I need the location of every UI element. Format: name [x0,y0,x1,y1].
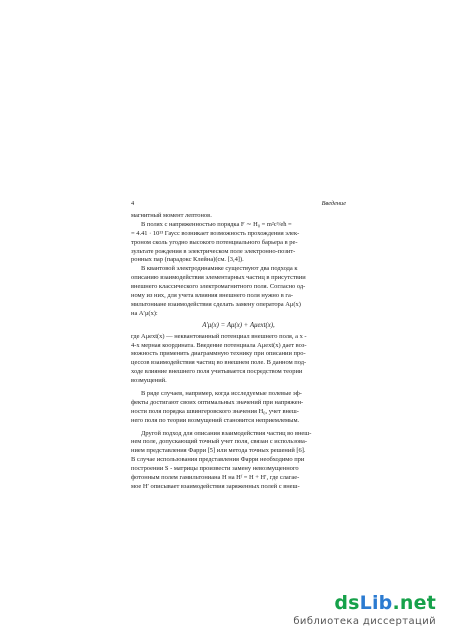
text-line: Другой подход для описания взаимодействия частиц во внеш- [141,429,312,437]
paragraph-group-4 [131,430,346,492]
text-line: В случае использования представления Фарри необходимо при [131,456,305,464]
text-line: В ряде случаев, например, когда исследуемые полевые эф- [141,390,302,398]
logo-part-ds: ds [334,592,360,614]
text-line: фекты достигают своих оптимальных значений при напряжен- [131,398,304,406]
dslib-logo[interactable] [334,592,436,614]
text-line: 4-х мерная координата. Введение потенциала Aμext(x) дает воз- [131,341,307,349]
paragraph-group-1 [131,212,346,319]
text-line: описанию взаимодействия элементарных частиц в присутствии [131,274,306,282]
logo-part-lib: Lib [359,592,393,614]
text-line: В полях с напряженностью порядка F ∼ H₀ = m²c³/eħ = [141,220,292,228]
text-line: ному из них, для учета влияния внешнего поля нужно в га- [131,292,293,300]
text-line: нием представления Фарри [5] или метода точных решений [6]. [131,447,306,455]
text-line: цессов взаимодействия частиц во внешнем поле. В данном под- [131,359,307,367]
text-line: зультате рождения в электрическом поле электронно-позит- [131,247,296,255]
paragraph-group-2 [131,333,346,386]
text-line: где Aμext(x) — неквантованный потенциал внешнего поля, a x - [131,332,307,340]
text-line: фотонным полем гамильтониана H на Hᶠ = H + H′, где слагае- [131,474,300,482]
logo-tagline: библиотека диссертаций [293,616,436,627]
text-line: на A′μ(x): [131,309,158,317]
page-header [131,200,346,210]
text-line: нем поле, допускающий точный учет поля, связан с использова- [131,438,307,446]
text-line: мильтониане взаимодействия сделать замену оператора Aμ(x) [131,300,301,308]
text-line: мое H′ описывает взаимодействия заряженных полей с внеш- [131,482,300,490]
text-line: внешнего классического электромагнитного поля. Согласно од- [131,283,306,291]
paragraph-group-3 [131,390,346,426]
text-line: ронных пар (парадокс Клейна)(см. [3,4]). [131,256,244,264]
text-line: можность применить диаграммную технику при описании про- [131,350,306,358]
text-line: ходе влияние внешнего поля учитывается посредством теории [131,368,303,376]
text-line: ности поля порядка швингеровского значения H₀, учет внеш- [131,407,299,415]
running-title: Введение [321,200,346,207]
page-number: 4 [131,200,135,207]
text-line: троном сколь угодно высокого потенциального барьера в ре- [131,238,298,246]
formula: A′μ(x) = Aμ(x) + Aμext(x), [202,321,275,329]
text-line: него поля по теории возмущений становится неприемлемым. [131,416,300,424]
text-line: возмущений. [131,377,167,385]
text-line: построении S - матрицы произвести замену невозмущенного [131,465,299,473]
site-footer [293,592,436,636]
text-line: = 4.41 · 10¹³ Гаусс возникает возможность прохождения элек- [131,229,300,237]
body-text [131,212,346,492]
text-line: магнитный момент лептонов. [131,212,212,219]
logo-part-net: .net [392,592,436,614]
text-line: В квантовой электродинамике существуют два подхода к [141,265,298,273]
